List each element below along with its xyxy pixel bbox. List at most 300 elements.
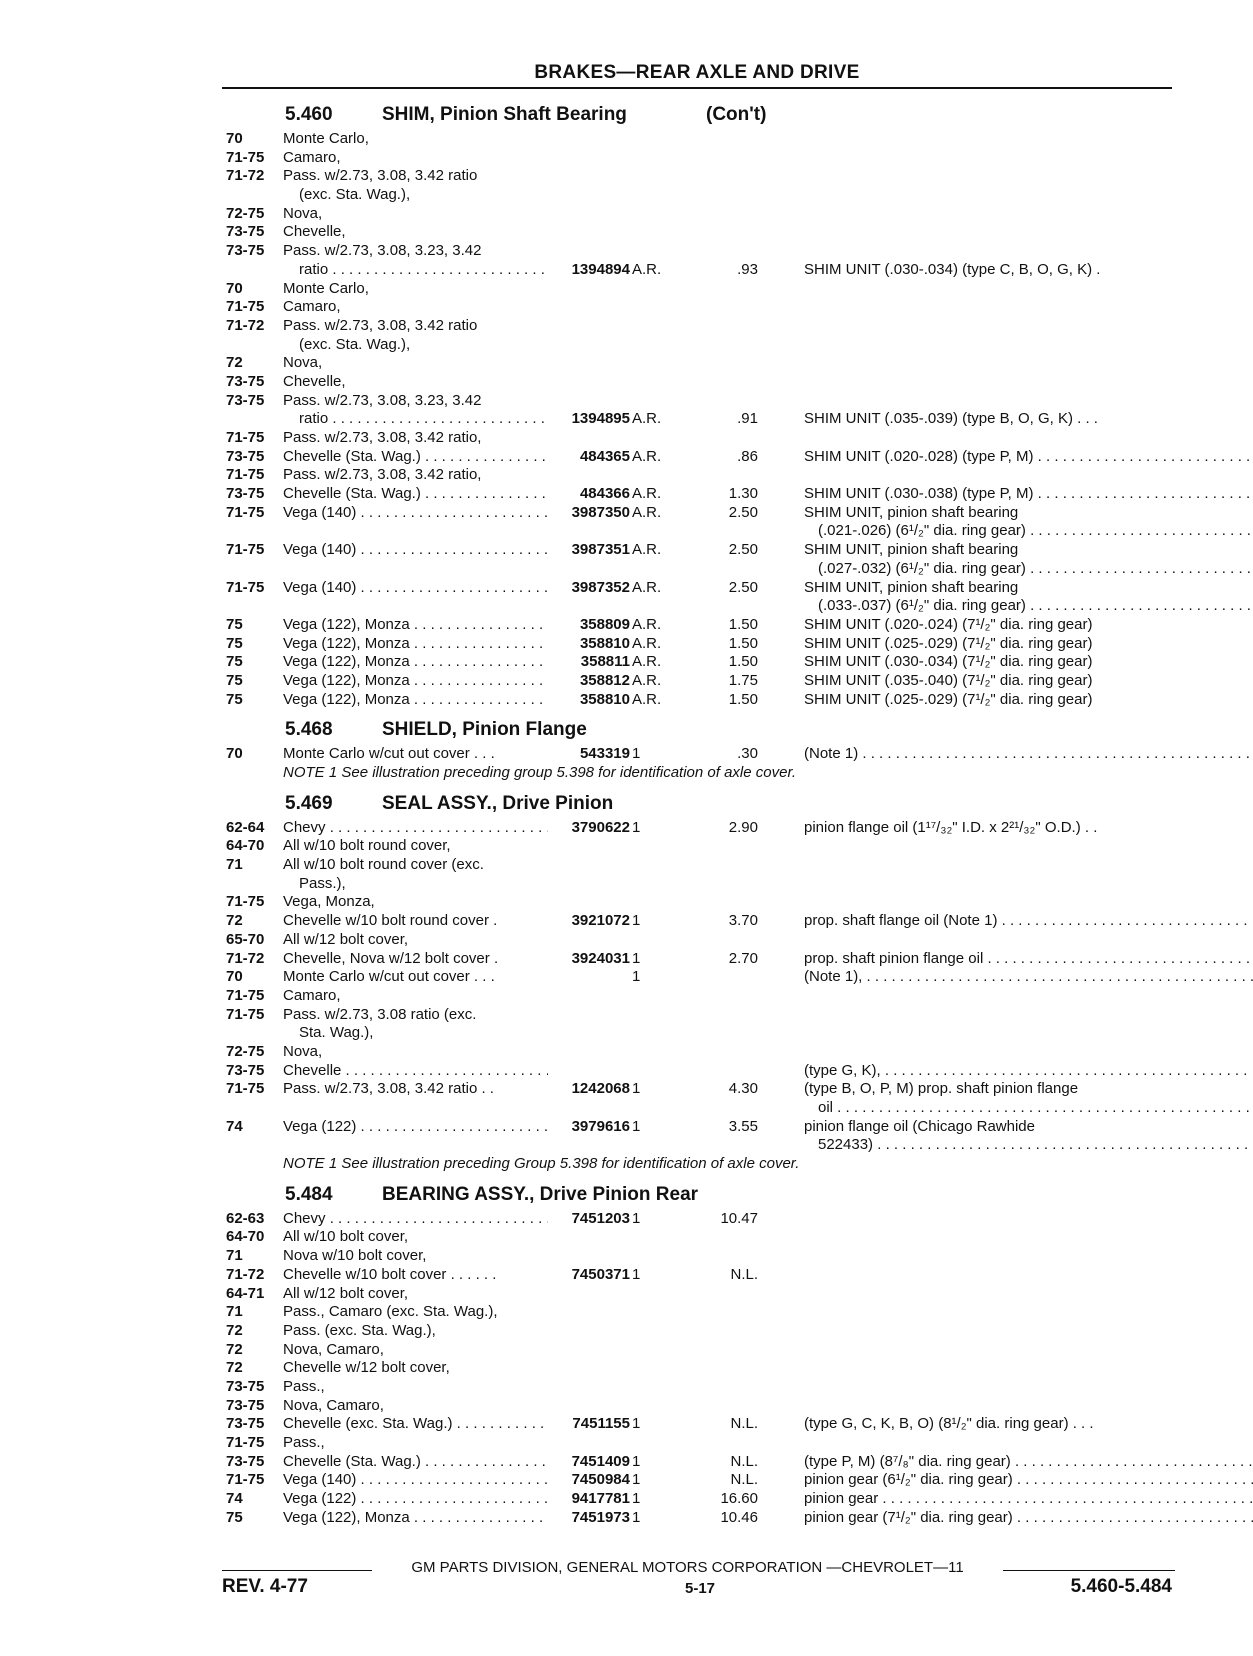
table-row (226, 167, 1176, 186)
price: 2.50 (728, 541, 758, 559)
year-range: 75 (226, 634, 243, 652)
application-description: Nova w/10 bolt cover, (283, 1247, 427, 1265)
price: .86 (737, 447, 758, 465)
part-remarks: SHIM UNIT (.030-.034) (type C, B, O, G, K) . (804, 260, 1101, 278)
footer-rule-right (1003, 1570, 1175, 1571)
application-description: Vega (122), Monza . . . (283, 1509, 548, 1528)
application-description: All w/10 bolt round cover, (283, 837, 451, 855)
application-description: Chevy . . . (283, 819, 548, 838)
application-description: ratio . . . (283, 410, 548, 429)
price: N.L. (730, 1415, 758, 1433)
application-description: All w/12 bolt cover, (283, 930, 409, 948)
table-row (226, 1043, 1176, 1062)
price: 10.46 (720, 1508, 758, 1526)
section-number: 5.468 (285, 719, 333, 741)
application-description: Chevelle, (283, 223, 346, 241)
year-range: 73-75 (226, 1415, 265, 1433)
part-number: 358809 (579, 615, 630, 633)
year-range: 74 (226, 1490, 243, 1508)
header-rule (222, 87, 1172, 89)
application-description: Chevelle w/10 bolt cover . . . . . . (283, 1265, 497, 1283)
price: 1.30 (728, 485, 758, 503)
part-remarks: pinion gear (7¹/₂" dia. ring gear) . . . (804, 1509, 1253, 1528)
application-description: Monte Carlo w/cut out cover . . . (283, 745, 495, 763)
part-remarks: (.027-.032) (6¹/₂" dia. ring gear) . . . (804, 560, 1253, 579)
part-remarks: SHIM UNIT (.020-.024) (7¹/₂" dia. ring gear) (804, 615, 1093, 633)
application-description: Vega (122), Monza . . . (283, 653, 548, 672)
year-range: 70 (226, 130, 243, 147)
price: 1.50 (728, 690, 758, 708)
part-number: 3987350 (571, 503, 630, 521)
quantity: A.R. (632, 578, 662, 596)
application-description: All w/10 bolt round cover (exc. (283, 856, 484, 874)
table-row (226, 130, 1176, 149)
year-range: 73-75 (226, 1377, 265, 1395)
part-remarks: pinion flange oil (1¹⁷/₃₂" I.D. x 2²¹/₃₂" O.D.) . . (804, 818, 1098, 836)
table-row (226, 931, 1176, 950)
year-range: 70 (226, 968, 243, 986)
table-row (226, 504, 1176, 523)
application-description: Monte Carlo, (283, 130, 369, 147)
price: 16.60 (720, 1490, 758, 1508)
table-row (226, 1247, 1176, 1266)
table-row (226, 1118, 1176, 1137)
table-row (226, 522, 1176, 541)
application-description: Pass.), (299, 874, 346, 892)
table-row (226, 1006, 1176, 1025)
table-row (226, 354, 1176, 373)
part-remarks: pinion gear (6¹/₂" dia. ring gear) . . . (804, 1471, 1253, 1490)
part-remarks: SHIM UNIT (.020-.028) (type P, M) . . . (804, 448, 1253, 467)
year-range: 72 (226, 354, 243, 372)
table-row (226, 635, 1176, 654)
year-range: 72-75 (226, 204, 265, 222)
part-number: 1242068 (571, 1080, 630, 1098)
part-number: 358810 (579, 690, 630, 708)
application-description: Chevelle, Nova w/12 bolt cover . (283, 949, 499, 967)
table-row (226, 1434, 1176, 1453)
application-description: Chevelle (Sta. Wag.) . . . (283, 448, 548, 467)
application-description: Nova, Camaro, (283, 1396, 384, 1414)
section-note: NOTE 1 See illustration preceding group 5.398 for identification of axle cover. (283, 764, 797, 781)
table-row (226, 856, 1176, 875)
quantity: 1 (632, 1415, 641, 1433)
table-row (226, 1285, 1176, 1304)
table-row (226, 466, 1176, 485)
price: .30 (737, 745, 758, 763)
year-range: 73-75 (226, 223, 265, 241)
table-row (226, 1322, 1176, 1341)
application-description: Chevelle, (283, 372, 346, 390)
part-number: 484366 (579, 485, 630, 503)
application-description: Vega (140) . . . (283, 541, 548, 560)
part-remarks: SHIM UNIT (.030-.034) (7¹/₂" dia. ring gear) (804, 653, 1093, 671)
year-range: 75 (226, 1508, 243, 1526)
table-row (226, 186, 1176, 205)
year-range: 71-75 (226, 1080, 265, 1098)
quantity: 1 (632, 949, 641, 967)
quantity: 1 (632, 745, 641, 763)
application-description: Pass. w/2.73, 3.08, 3.42 ratio, (283, 429, 482, 446)
table-row (226, 1490, 1176, 1509)
year-range: 71 (226, 1247, 243, 1265)
table-row (226, 745, 1176, 764)
part-number: 7450371 (571, 1265, 630, 1283)
application-description: Chevelle (Sta. Wag.) . . . (283, 485, 548, 504)
price: 2.90 (728, 818, 758, 836)
table-row (226, 616, 1176, 635)
application-description: Pass. w/2.73, 3.08, 3.42 ratio (283, 167, 478, 185)
table-row (226, 1303, 1176, 1322)
quantity: 1 (632, 912, 641, 930)
year-range: 71 (226, 856, 243, 874)
year-range: 72 (226, 1359, 243, 1377)
footer-revision: REV. 4-77 (222, 1576, 308, 1597)
price: 2.70 (728, 949, 758, 967)
year-range: 72-75 (226, 1042, 265, 1060)
table-row (226, 205, 1176, 224)
price: 1.75 (728, 671, 758, 689)
year-range: 71-75 (226, 503, 265, 521)
price: 4.30 (728, 1080, 758, 1098)
table-row (226, 1062, 1176, 1081)
quantity: A.R. (632, 260, 662, 278)
year-range: 75 (226, 615, 243, 633)
year-range: 73-75 (226, 372, 265, 390)
table-row (226, 875, 1176, 894)
quantity: 1 (632, 1117, 641, 1135)
quantity: A.R. (632, 690, 662, 708)
quantity: A.R. (632, 503, 662, 521)
part-remarks: prop. shaft pinion flange oil . . . (804, 950, 1253, 969)
year-range: 75 (226, 690, 243, 708)
table-row (226, 1378, 1176, 1397)
table-row (226, 987, 1176, 1006)
section-title: SHIELD, Pinion Flange (382, 719, 587, 741)
table-row (226, 912, 1176, 931)
price: 1.50 (728, 634, 758, 652)
quantity: 1 (632, 968, 641, 986)
quantity: 1 (632, 1452, 641, 1470)
section-title: BEARING ASSY., Drive Pinion Rear (382, 1183, 699, 1205)
year-range: 71-75 (226, 466, 265, 484)
application-description: (exc. Sta. Wag.), (299, 186, 411, 204)
table-row (226, 1415, 1176, 1434)
part-remarks: (type G, C, K, B, O) (8¹/₂" dia. ring gear) . . . (804, 1415, 1094, 1433)
year-range: 71 (226, 1303, 243, 1321)
application-description: Sta. Wag.), (299, 1024, 374, 1042)
application-description: Chevy . . . (283, 1210, 548, 1229)
section-heading (226, 715, 1176, 745)
part-remarks: SHIM UNIT (.025-.029) (7¹/₂" dia. ring gear) (804, 634, 1093, 652)
quantity: 1 (632, 1508, 641, 1526)
table-row (226, 485, 1176, 504)
year-range: 71-72 (226, 316, 265, 334)
part-number: 7451409 (571, 1452, 630, 1470)
year-range: 71-75 (226, 298, 265, 316)
year-range: 73-75 (226, 1452, 265, 1470)
part-remarks: SHIM UNIT, pinion shaft bearing (804, 503, 1019, 521)
year-range: 74 (226, 1117, 243, 1135)
section-number: 5.469 (285, 792, 333, 814)
section-continued: (Con't) (706, 104, 767, 125)
application-description: All w/10 bolt cover, (283, 1228, 409, 1246)
table-row (226, 1341, 1176, 1360)
price: 2.50 (728, 503, 758, 521)
part-remarks: prop. shaft flange oil (Note 1) . . . (804, 912, 1253, 931)
table-row (226, 950, 1176, 969)
price: N.L. (730, 1471, 758, 1489)
application-description: Chevelle . . . (283, 1062, 548, 1081)
table-row (226, 298, 1176, 317)
table-row (226, 223, 1176, 242)
table-row (226, 1024, 1176, 1043)
application-description: Camaro, (283, 298, 341, 316)
application-description: Vega (140) . . . (283, 1471, 548, 1490)
year-range: 73-75 (226, 447, 265, 465)
section-title: SEAL ASSY., Drive Pinion (382, 792, 614, 814)
price: N.L. (730, 1452, 758, 1470)
part-remarks: SHIM UNIT (.030-.038) (type P, M) . . . (804, 485, 1253, 504)
part-remarks: (.021-.026) (6¹/₂" dia. ring gear) . . . (804, 522, 1253, 541)
year-range: 71-75 (226, 1434, 265, 1451)
price: .93 (737, 260, 758, 278)
part-remarks: pinion flange oil (Chicago Rawhide (804, 1117, 1035, 1135)
table-row (226, 653, 1176, 672)
application-description: Vega (122), Monza . . . (283, 616, 548, 635)
part-remarks: (type B, O, P, M) prop. shaft pinion flange (804, 1080, 1079, 1098)
application-description: Pass. w/2.73, 3.08, 3.42 ratio (283, 316, 478, 334)
application-description: Vega (122), Monza . . . (283, 691, 548, 710)
table-row (226, 429, 1176, 448)
quantity: 1 (632, 1471, 641, 1489)
table-row (226, 1210, 1176, 1229)
table-row (226, 410, 1176, 429)
section-note: NOTE 1 See illustration preceding Group 5.398 for identification of axle cover. (283, 1155, 800, 1173)
application-description: Chevelle (Sta. Wag.) . . . (283, 1453, 548, 1472)
year-range: 71-72 (226, 949, 265, 967)
quantity: A.R. (632, 615, 662, 633)
quantity: A.R. (632, 410, 662, 428)
year-range: 71-75 (226, 578, 265, 596)
table-row (226, 893, 1176, 912)
part-remarks: SHIM UNIT, pinion shaft bearing (804, 541, 1019, 559)
table-row (226, 336, 1176, 355)
section-heading (226, 100, 1176, 130)
year-range: 64-71 (226, 1284, 265, 1302)
application-description: Camaro, (283, 986, 341, 1004)
part-remarks: SHIM UNIT (.035-.039) (type B, O, G, K) . . . (804, 410, 1098, 428)
quantity: A.R. (632, 447, 662, 465)
quantity: 1 (632, 1080, 641, 1098)
part-remarks: SHIM UNIT (.035-.040) (7¹/₂" dia. ring gear) (804, 671, 1093, 689)
part-remarks: SHIM UNIT, pinion shaft bearing (804, 578, 1019, 596)
table-row (226, 280, 1176, 299)
quantity: 1 (632, 1209, 641, 1227)
application-description: Vega (122), Monza . . . (283, 672, 548, 691)
quantity: A.R. (632, 634, 662, 652)
year-range: 71-75 (226, 1005, 265, 1023)
year-range: 72 (226, 912, 243, 930)
year-range: 71-75 (226, 148, 265, 166)
table-row (226, 149, 1176, 168)
section-title: SHIM, Pinion Shaft Bearing (382, 104, 627, 125)
quantity: A.R. (632, 653, 662, 671)
year-range: 70 (226, 745, 243, 763)
table-row (226, 597, 1176, 616)
table-row (226, 317, 1176, 336)
application-description: ratio . . . (283, 261, 548, 280)
table-row (226, 373, 1176, 392)
year-range: 71-72 (226, 167, 265, 185)
year-range: 64-70 (226, 837, 265, 855)
section-number: 5.460 (285, 104, 333, 125)
part-number: 7451203 (571, 1209, 630, 1227)
part-number: 3924031 (571, 949, 630, 967)
year-range: 71-75 (226, 541, 265, 559)
table-row (226, 1136, 1176, 1155)
price: .91 (737, 410, 758, 428)
application-description: Pass. w/2.73, 3.08, 3.42 ratio, (283, 466, 482, 484)
table-row (226, 1228, 1176, 1247)
part-number: 7450984 (571, 1471, 630, 1489)
part-number: 3979616 (571, 1117, 630, 1135)
table-row (226, 1397, 1176, 1416)
year-range: 75 (226, 653, 243, 671)
part-number: 1394895 (571, 410, 630, 428)
application-description: Chevelle (exc. Sta. Wag.) . . . (283, 1415, 548, 1434)
part-number: 3987351 (571, 541, 630, 559)
table-row (226, 672, 1176, 691)
year-range: 62-63 (226, 1209, 265, 1227)
year-range: 71-75 (226, 986, 265, 1004)
table-row (226, 837, 1176, 856)
table-row (226, 1359, 1176, 1378)
table-row (226, 448, 1176, 467)
footer-rule-left (222, 1570, 372, 1571)
quantity: A.R. (632, 671, 662, 689)
quantity: 1 (632, 1490, 641, 1508)
table-row (226, 579, 1176, 598)
footer-group-range: 5.460-5.484 (1070, 1576, 1172, 1597)
part-number: 358810 (579, 634, 630, 652)
table-row (226, 968, 1176, 987)
footer-publisher: GM PARTS DIVISION, GENERAL MOTORS CORPORATION —CHEVROLET—11 (411, 1559, 964, 1576)
application-description: Vega, Monza, (283, 893, 375, 911)
table-row (226, 560, 1176, 579)
quantity: 1 (632, 1265, 641, 1283)
application-description: Pass., Camaro (exc. Sta. Wag.), (283, 1303, 498, 1321)
application-description: Pass., (283, 1377, 325, 1395)
price: 3.55 (728, 1117, 758, 1135)
section-number: 5.484 (285, 1183, 333, 1205)
application-description: Pass. (exc. Sta. Wag.), (283, 1321, 436, 1339)
section-gap (226, 1527, 1176, 1533)
part-remarks: (Note 1), . . . (804, 968, 1253, 987)
application-description: Pass. w/2.73, 3.08, 3.23, 3.42 (283, 242, 482, 260)
application-description: Pass. w/2.73, 3.08, 3.42 ratio . . (283, 1080, 494, 1098)
part-number: 1394894 (571, 260, 630, 278)
application-description: Chevelle w/10 bolt round cover . (283, 912, 498, 930)
parts-list (226, 100, 1176, 1533)
price: 2.50 (728, 578, 758, 596)
part-number: 3921072 (571, 912, 630, 930)
year-range: 71-75 (226, 1471, 265, 1489)
year-range: 75 (226, 671, 243, 689)
application-description: Pass., (283, 1434, 325, 1451)
table-row (226, 261, 1176, 280)
year-range: 73-75 (226, 242, 265, 260)
quantity: 1 (632, 818, 641, 836)
application-description: Pass. w/2.73, 3.08 ratio (exc. (283, 1005, 477, 1023)
table-row (226, 819, 1176, 838)
application-description: Nova, (283, 1042, 323, 1060)
price: 1.50 (728, 653, 758, 671)
part-remarks: 522433) . . . (804, 1136, 1253, 1155)
table-row (226, 1453, 1176, 1472)
application-description: Monte Carlo, (283, 279, 369, 297)
page-header: BRAKES—REAR AXLE AND DRIVE (534, 62, 860, 83)
year-range: 73-75 (226, 1061, 265, 1079)
part-number: 358812 (579, 671, 630, 689)
year-range: 73-75 (226, 485, 265, 503)
application-description: Pass. w/2.73, 3.08, 3.23, 3.42 (283, 391, 482, 409)
part-remarks: oil . . . (804, 1099, 1253, 1118)
year-range: 62-64 (226, 818, 265, 836)
part-number: 7451155 (572, 1415, 630, 1433)
part-number: 484365 (579, 447, 630, 465)
year-range: 64-70 (226, 1228, 265, 1246)
application-description: Vega (122) . . . (283, 1490, 548, 1509)
footer-page-number: 5-17 (684, 1580, 716, 1597)
part-number: 3987352 (571, 578, 630, 596)
section-heading (226, 1180, 1176, 1210)
quantity: A.R. (632, 485, 662, 503)
part-number: 358811 (580, 653, 630, 671)
year-range: 70 (226, 279, 243, 297)
application-description: Vega (140) . . . (283, 504, 548, 523)
price: 3.70 (728, 912, 758, 930)
table-row (226, 242, 1176, 261)
table-row (226, 1266, 1176, 1285)
application-description: Vega (140) . . . (283, 579, 548, 598)
application-description: All w/12 bolt cover, (283, 1284, 409, 1302)
part-remarks: pinion gear . . . (804, 1490, 1253, 1509)
application-description: Nova, (283, 204, 323, 222)
part-remarks: SHIM UNIT (.025-.029) (7¹/₂" dia. ring gear) (804, 690, 1093, 708)
application-description: Chevelle w/12 bolt cover, (283, 1359, 450, 1377)
section-heading (226, 789, 1176, 819)
year-range: 71-75 (226, 893, 265, 911)
application-description: Vega (122) . . . (283, 1118, 548, 1137)
application-description: Vega (122), Monza . . . (283, 635, 548, 654)
quantity: A.R. (632, 541, 662, 559)
table-row (226, 691, 1176, 710)
part-remarks: (type G, K), . . . (804, 1062, 1253, 1081)
application-description: Nova, (283, 354, 323, 372)
part-number: 543319 (579, 745, 630, 763)
part-number: 7451973 (571, 1508, 630, 1526)
year-range: 73-75 (226, 391, 265, 409)
part-number: 3790622 (571, 818, 630, 836)
price: N.L. (730, 1265, 758, 1283)
year-range: 73-75 (226, 1396, 265, 1414)
price: 1.50 (728, 615, 758, 633)
part-remarks: (.033-.037) (6¹/₂" dia. ring gear) . . . (804, 597, 1253, 616)
year-range: 71-72 (226, 1265, 265, 1283)
application-description: Monte Carlo w/cut out cover . . . (283, 968, 495, 986)
year-range: 65-70 (226, 930, 265, 948)
